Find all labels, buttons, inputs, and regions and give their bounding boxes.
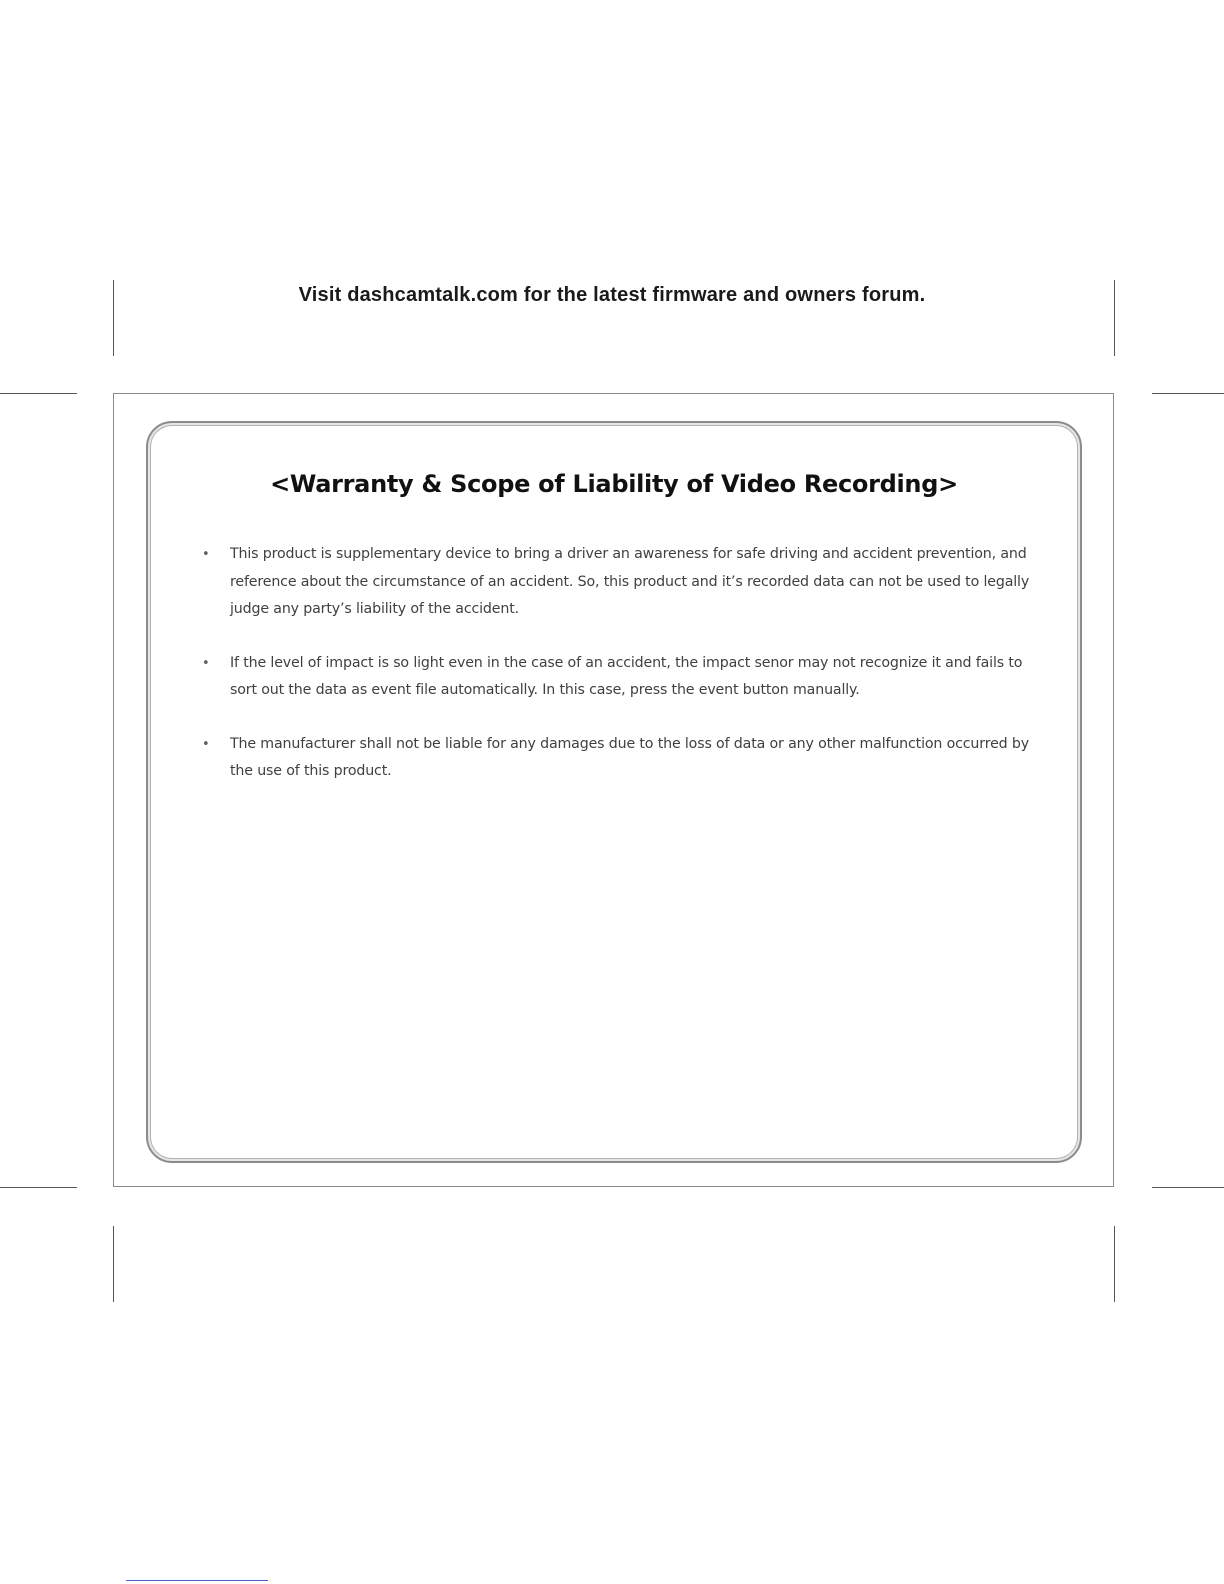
- list-item-text: The manufacturer shall not be liable for any damages due to the loss of data or any other malfunction occurred by the use of this product.: [230, 735, 1029, 779]
- trim-mark-right-upper: [1152, 393, 1224, 394]
- list-item-text: If the level of impact is so light even in the case of an accident, the impact senor may not recognize it and fails to sort out the data as event file automatically. In this case, press the event button manually.: [230, 654, 1023, 698]
- warranty-title: <Warranty & Scope of Liability of Video Recording>: [270, 470, 958, 498]
- bullet-icon: •: [202, 547, 210, 562]
- list-item: [200, 731, 1030, 786]
- header-note: Visit dashcamtalk.com for the latest firmware and owners forum.: [298, 284, 926, 306]
- bullet-icon: •: [202, 736, 210, 752]
- trim-mark-left-lower: [0, 1187, 77, 1188]
- list-item: [200, 541, 1030, 624]
- footer-link-underline[interactable]: [126, 1580, 268, 1581]
- list-item: [200, 650, 1030, 705]
- trim-mark-bottom-right: [1114, 1226, 1115, 1302]
- trim-mark-right-lower: [1152, 1187, 1224, 1188]
- warranty-list: [200, 541, 1030, 812]
- trim-mark-bottom-left: [113, 1226, 114, 1302]
- trim-mark-left-upper: [0, 393, 77, 394]
- bullet-icon: •: [202, 655, 210, 671]
- list-item-text: This product is supplementary device to bring a driver an awareness for safe driving and accident prevention, and reference about the circumstance of an accident. So, this product and it’s recorded data can not be used to legally judge any party’s liability of the accident.: [230, 546, 1030, 617]
